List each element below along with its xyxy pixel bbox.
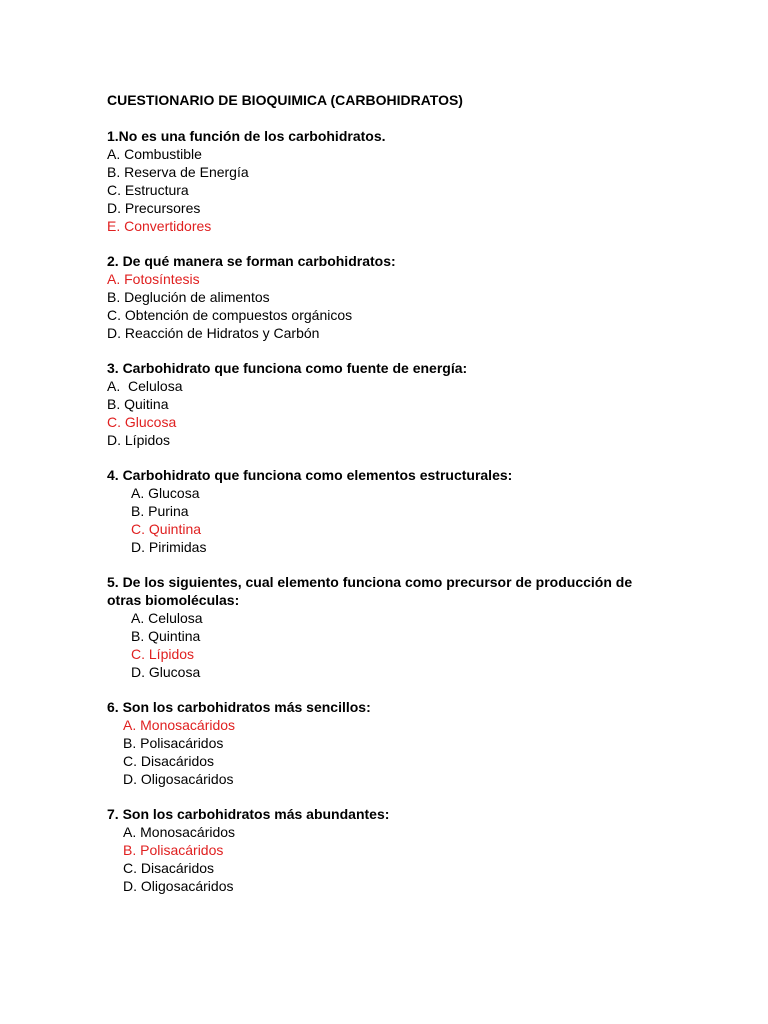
option-a: A. Combustible	[107, 146, 202, 162]
document-page	[107, 91, 707, 912]
option-b: B. Polisacáridos	[123, 735, 224, 751]
document-title: CUESTIONARIO DE BIOQUIMICA (CARBOHIDRATOS)	[107, 92, 463, 108]
option-c: C. Obtención de compuestos orgánicos	[107, 307, 353, 323]
option-c-correct: C. Quintina	[131, 521, 202, 537]
option-c-correct: C. Lípidos	[131, 646, 195, 662]
option-e-correct: E. Convertidores	[107, 218, 212, 234]
option-c: C. Disacáridos	[123, 860, 215, 876]
option-d: D. Oligosacáridos	[123, 878, 234, 894]
option-a-correct: A. Fotosíntesis	[107, 271, 200, 287]
question-2	[107, 252, 707, 342]
option-c-correct: C. Glucosa	[107, 414, 177, 430]
question-text: 6. Son los carbohidratos más sencillos:	[107, 699, 371, 715]
option-d: D. Glucosa	[131, 664, 201, 680]
question-text: 5. De los siguientes, cual elemento funciona como precursor de producción de otras biomoléculas:	[107, 574, 633, 608]
question-text: 4. Carbohidrato que funciona como elementos estructurales:	[107, 467, 513, 483]
question-text: 7. Son los carbohidratos más abundantes:	[107, 806, 390, 822]
option-b: B. Reserva de Energía	[107, 164, 249, 180]
option-d: D. Precursores	[107, 200, 201, 216]
question-3	[107, 359, 707, 449]
option-a: A. Glucosa	[131, 485, 200, 501]
question-1	[107, 127, 707, 235]
question-text: 3. Carbohidrato que funciona como fuente de energía:	[107, 360, 468, 376]
option-c: C. Disacáridos	[123, 753, 215, 769]
option-a: A. Monosacáridos	[123, 824, 236, 840]
option-d: D. Lípidos	[107, 432, 171, 448]
option-d: D. Pirimidas	[131, 539, 207, 555]
option-d: D. Reacción de Hidratos y Carbón	[107, 325, 320, 341]
option-d: D. Oligosacáridos	[123, 771, 234, 787]
option-a: A. Celulosa	[131, 610, 203, 626]
option-b: B. Quitina	[107, 396, 169, 412]
option-b: B. Quintina	[131, 628, 201, 644]
option-a: A. Celulosa	[107, 378, 183, 394]
question-5	[107, 573, 707, 681]
option-a-correct: A. Monosacáridos	[123, 717, 236, 733]
question-6	[107, 698, 707, 788]
question-4	[107, 466, 707, 556]
question-text: 1.No es una función de los carbohidratos.	[107, 128, 386, 144]
option-b: B. Purina	[131, 503, 189, 519]
question-text: 2. De qué manera se forman carbohidratos:	[107, 253, 396, 269]
option-c: C. Estructura	[107, 182, 189, 198]
question-7	[107, 805, 707, 895]
option-b: B. Deglución de alimentos	[107, 289, 270, 305]
option-b-correct: B. Polisacáridos	[123, 842, 224, 858]
